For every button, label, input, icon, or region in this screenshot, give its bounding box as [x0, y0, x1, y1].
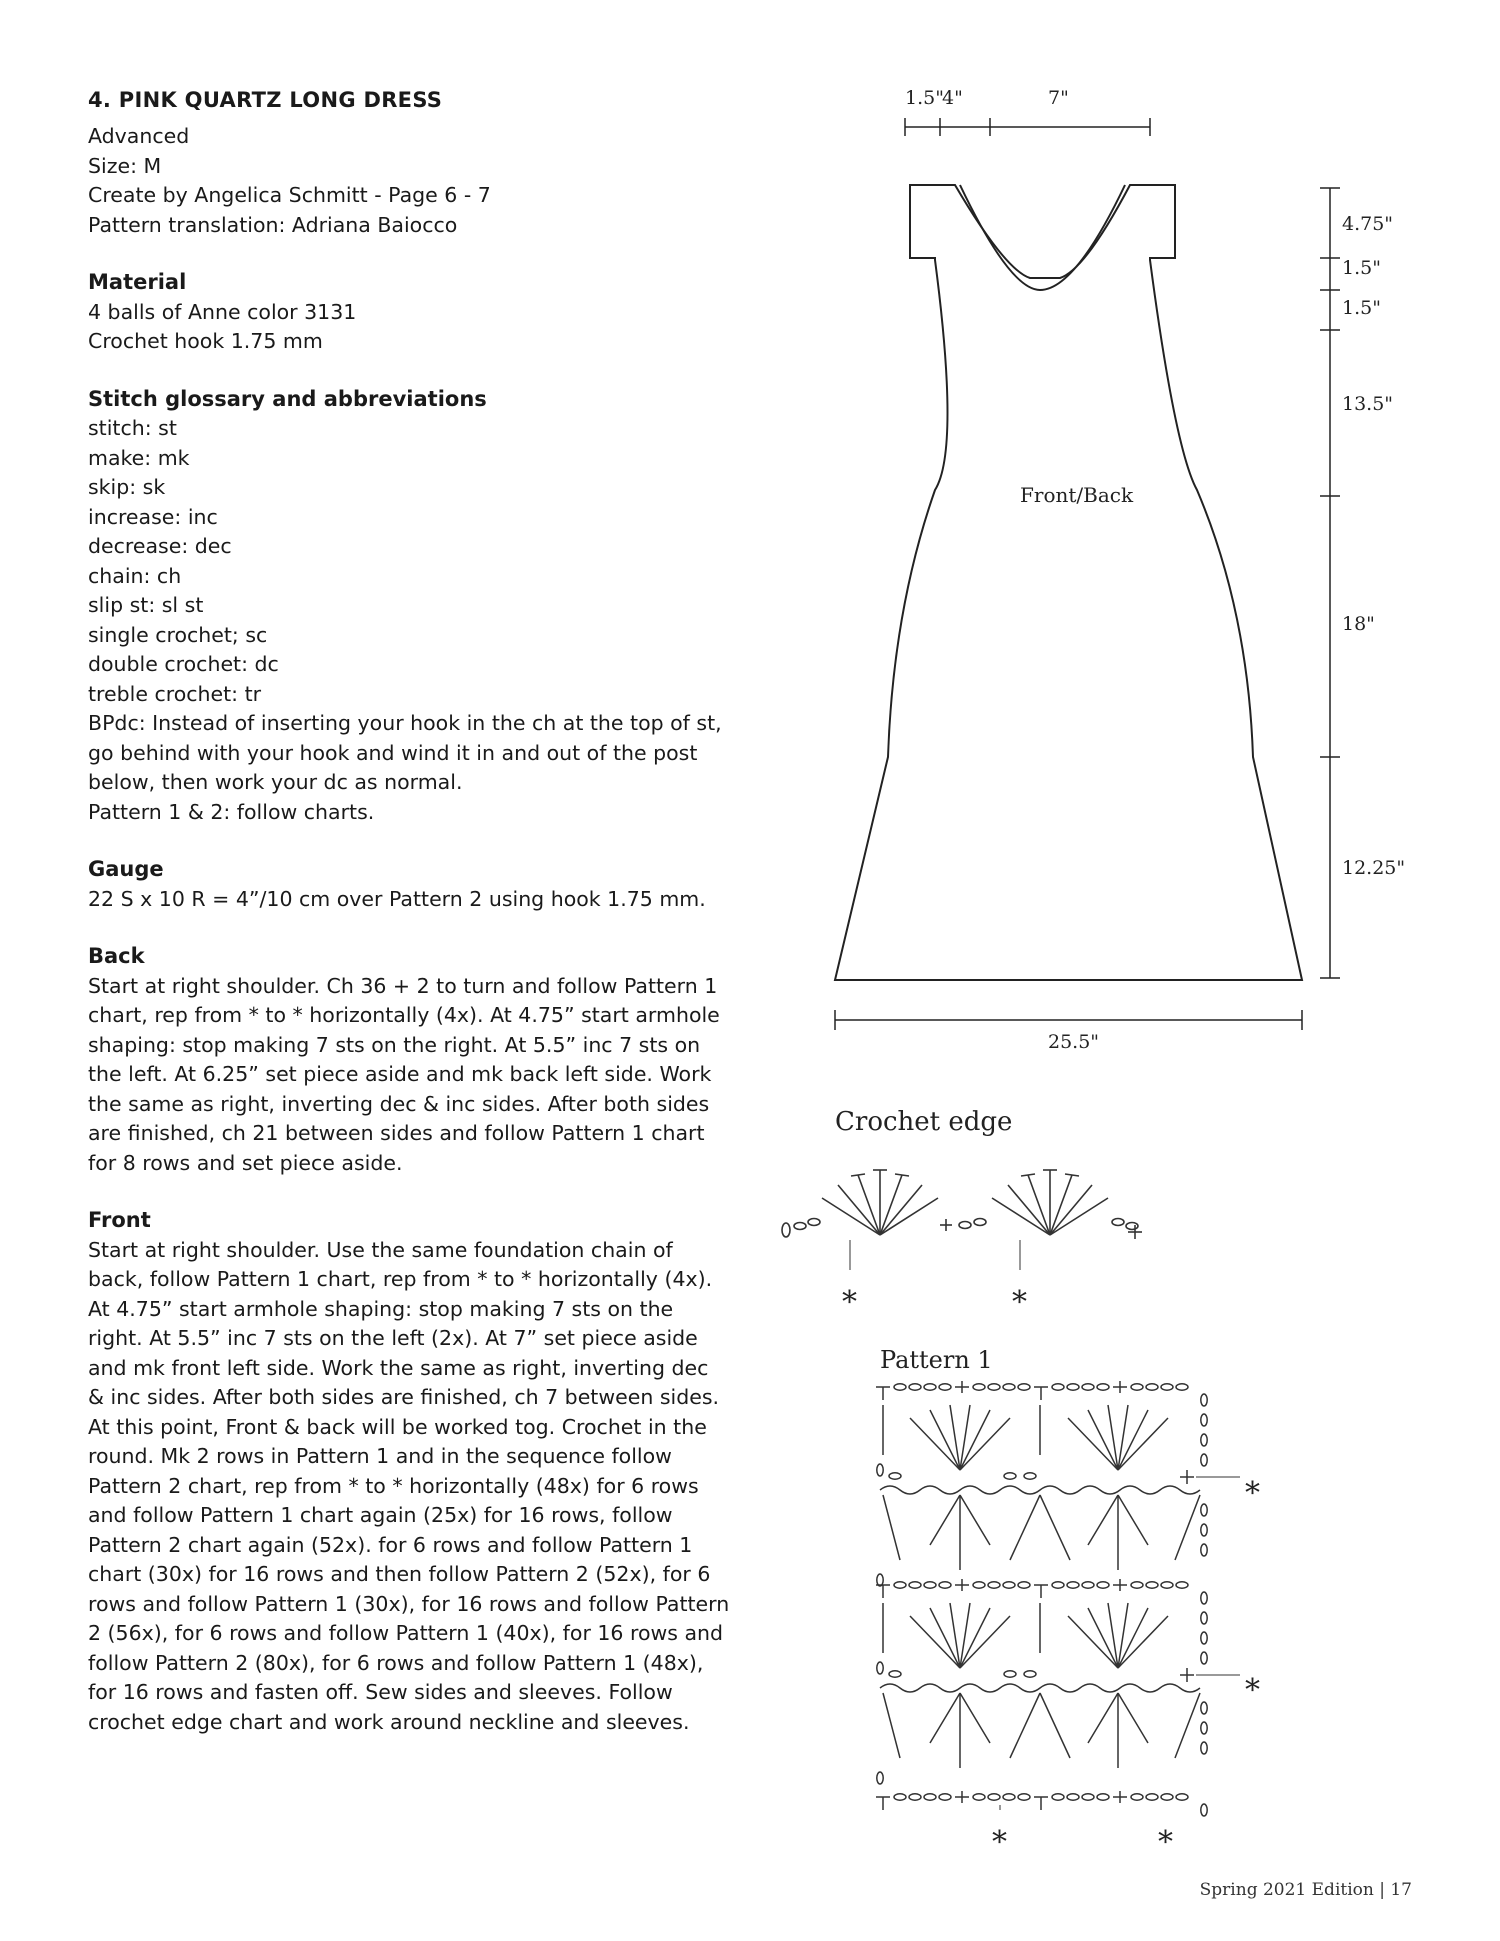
pattern1-marker: * — [1245, 1476, 1260, 1511]
dress-schematic — [835, 118, 1340, 1030]
top-label-2: 4" — [942, 87, 963, 109]
material-line: Crochet hook 1.75 mm — [88, 329, 323, 353]
glossary-line: slip st: sl st — [88, 593, 204, 617]
side-label-5: 18" — [1342, 613, 1375, 635]
gauge-text: 22 S x 10 R = 4”/10 cm over Pattern 2 using hook 1.75 mm. — [88, 886, 706, 911]
bottom-label: 25.5" — [1048, 1031, 1100, 1053]
front-heading: Front — [88, 1208, 151, 1232]
glossary-heading: Stitch glossary and abbreviations — [88, 386, 487, 411]
glossary-line: chain: ch — [88, 563, 182, 588]
intro-line: Advanced — [88, 124, 190, 148]
glossary-line: double crochet: dc — [88, 652, 279, 676]
pattern1-marker: * — [1158, 1825, 1173, 1850]
front-back-label: Front/Back — [1020, 483, 1134, 507]
back-heading: Back — [88, 944, 145, 968]
pattern-text-column — [88, 88, 740, 1737]
top-label-1: 1.5" — [905, 87, 944, 109]
glossary-line: increase: inc — [88, 504, 218, 529]
edge-marker: * — [1012, 1285, 1027, 1320]
crochet-edge-title: Crochet edge — [835, 1107, 1013, 1137]
gauge-heading: Gauge — [88, 857, 164, 881]
top-label-3: 7" — [1048, 87, 1069, 109]
side-label-6: 12.25" — [1342, 857, 1406, 879]
glossary-line: skip: sk — [88, 475, 166, 499]
glossary-line: treble crochet: tr — [88, 681, 262, 706]
side-label-4: 13.5" — [1342, 393, 1394, 415]
intro-line: Size: M — [88, 153, 162, 178]
crochet-edge-chart — [782, 1170, 1142, 1270]
pattern1-marker: * — [1245, 1673, 1260, 1708]
side-label-2: 1.5" — [1342, 257, 1381, 279]
bpdc-definition: BPdc: Instead of inserting your hook in the ch at the top of st, go behind with your hook and wind it in and out of the post below, then work your dc as normal. — [88, 711, 722, 794]
back-instructions: Start at right shoulder. Ch 36 + 2 to turn and follow Pattern 1 chart, rep from * to * horizontally (4x). At 4.75” start armhole shaping: stop making 7 sts on the right. At 5.5” inc 7 sts on the left. At 6.25” set piece aside and mk back left side. Work the same as right, inverting dec & inc sides. After both sides are finished, ch 21 between sides and follow Pattern 1 chart for 8 rows and set piece aside. — [88, 973, 720, 1175]
material-line: 4 balls of Anne color 3131 — [88, 299, 357, 324]
intro-line: Pattern translation: Adriana Baiocco — [88, 212, 458, 237]
page-footer: Spring 2021 Edition | 17 — [1199, 1880, 1412, 1900]
diagram-column — [760, 70, 1480, 1850]
material-heading: Material — [88, 270, 187, 294]
glossary-line: decrease: dec — [88, 534, 232, 558]
pattern1-title: Pattern 1 — [880, 1346, 993, 1374]
glossary-line: single crochet; sc — [88, 622, 268, 647]
front-instructions: Start at right shoulder. Use the same foundation chain of back, follow Pattern 1 chart, rep from * to * horizontally (4x). At 4.75” start armhole shaping: stop making 7 sts on the right. At 5.5” inc 7 sts on the left (2x). At 7” set piece aside and mk front left side. Work the same as right, inverting dec & inc sides. After both sides are finished, ch 7 between sides. At this point, Front & back will be worked tog. Crochet in the round. Mk 2 rows in Pattern 1 and in the sequence follow Pattern 2 chart, rep from * to * horizontally (48x) for 6 rows and follow Pattern 1 chart again (25x) for 16 rows, follow Pattern 2 chart again (52x). for 6 rows and follow Pattern 1 chart (30x) for 16 rows and then follow Pattern 2 (52x), for 6 rows and follow Pattern 1 (30x), for 16 rows and follow Pattern 2 (56x), for 6 rows and follow Pattern 1 (40x), for 16 rows and follow Pattern 2 (80x), for 6 rows and follow Pattern 1 (48x), for 16 rows and fasten off. Sew sides and sleeves. Follow crochet edge chart and work around neckline and sleeves. — [88, 1237, 730, 1734]
glossary-line: stitch: st — [88, 416, 177, 440]
glossary-line: make: mk — [88, 445, 190, 470]
side-label-3: 1.5" — [1342, 297, 1381, 319]
charts-note: Pattern 1 & 2: follow charts. — [88, 799, 375, 824]
side-label-1: 4.75" — [1342, 213, 1394, 235]
edge-marker: * — [842, 1285, 857, 1320]
intro-line: Create by Angelica Schmitt - Page 6 - 7 — [88, 183, 491, 207]
pattern1-chart — [876, 1381, 1240, 1816]
page-title: 4. PINK QUARTZ LONG DRESS — [88, 88, 443, 112]
pattern1-marker: * — [992, 1825, 1007, 1850]
